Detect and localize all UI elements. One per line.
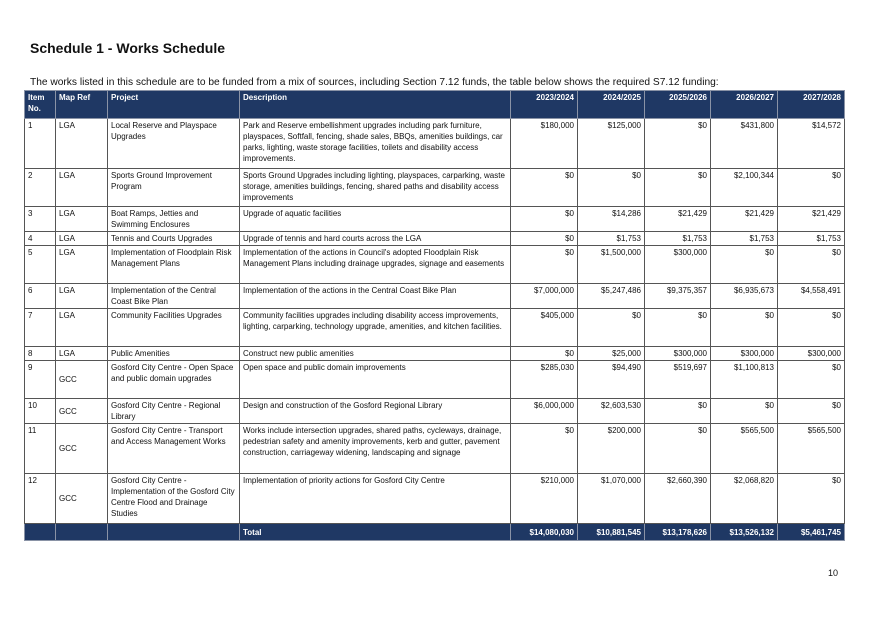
cell-item-no: 6 [25, 284, 56, 309]
cell-2027-2028: $0 [778, 169, 845, 207]
cell-2024-2025: $14,286 [578, 207, 645, 232]
cell-2027-2028: $1,753 [778, 232, 845, 246]
cell-map-ref: LGA [56, 169, 108, 207]
cell-2025-2026: $0 [645, 424, 711, 474]
total-item-cell [25, 524, 56, 541]
cell-2023-2024: $0 [511, 207, 578, 232]
cell-project: Gosford City Centre - Regional Library [108, 399, 240, 424]
cell-2026-2027: $1,100,813 [711, 361, 778, 399]
cell-description: Construct new public amenities [240, 347, 511, 361]
cell-2027-2028: $0 [778, 399, 845, 424]
total-2024-2025: $10,881,545 [578, 524, 645, 541]
cell-2026-2027: $2,100,344 [711, 169, 778, 207]
cell-description: Works include intersection upgrades, shared paths, cycleways, drainage, pedestrian safety and amenity improvements, kerb and gutter, pavement construction, carriageway widening, landscaping and signage [240, 424, 511, 474]
total-label: Total [240, 524, 511, 541]
cell-2027-2028: $300,000 [778, 347, 845, 361]
cell-map-ref: LGA [56, 119, 108, 169]
cell-description: Upgrade of aquatic facilities [240, 207, 511, 232]
cell-2027-2028: $0 [778, 309, 845, 347]
cell-2024-2025: $2,603,530 [578, 399, 645, 424]
cell-2027-2028: $0 [778, 361, 845, 399]
cell-project: Implementation of Floodplain Risk Management Plans [108, 246, 240, 284]
cell-2027-2028: $21,429 [778, 207, 845, 232]
cell-project: Gosford City Centre - Transport and Access Management Works [108, 424, 240, 474]
cell-description: Upgrade of tennis and hard courts across the LGA [240, 232, 511, 246]
cell-2027-2028: $565,500 [778, 424, 845, 474]
header-2027-2028: 2027/2028 [778, 91, 845, 119]
total-2026-2027: $13,526,132 [711, 524, 778, 541]
cell-description: Implementation of priority actions for Gosford City Centre [240, 474, 511, 524]
cell-2025-2026: $21,429 [645, 207, 711, 232]
cell-2023-2024: $7,000,000 [511, 284, 578, 309]
cell-2026-2027: $300,000 [711, 347, 778, 361]
table-row [25, 169, 845, 207]
header-2024-2025: 2024/2025 [578, 91, 645, 119]
cell-2024-2025: $1,070,000 [578, 474, 645, 524]
cell-2023-2024: $0 [511, 169, 578, 207]
cell-project: Boat Ramps, Jetties and Swimming Enclosures [108, 207, 240, 232]
cell-description: Implementation of the actions in Council's adopted Floodplain Risk Management Plans including drainage upgrades, signage and easements [240, 246, 511, 284]
cell-map-ref: LGA [56, 246, 108, 284]
cell-map-ref: GCC [56, 361, 108, 399]
cell-map-ref: GCC [56, 399, 108, 424]
cell-project: Tennis and Courts Upgrades [108, 232, 240, 246]
cell-map-ref: LGA [56, 347, 108, 361]
cell-project: Gosford City Centre - Implementation of the Gosford City Centre Flood and Drainage Studies [108, 474, 240, 524]
total-2025-2026: $13,178,626 [645, 524, 711, 541]
cell-2027-2028: $0 [778, 474, 845, 524]
cell-2026-2027: $431,800 [711, 119, 778, 169]
table-row [25, 207, 845, 232]
table-row [25, 119, 845, 169]
cell-project: Local Reserve and Playspace Upgrades [108, 119, 240, 169]
cell-2024-2025: $5,247,486 [578, 284, 645, 309]
cell-2027-2028: $4,558,491 [778, 284, 845, 309]
cell-2023-2024: $285,030 [511, 361, 578, 399]
cell-map-ref: LGA [56, 232, 108, 246]
table-row [25, 474, 845, 524]
cell-2026-2027: $1,753 [711, 232, 778, 246]
cell-project: Implementation of the Central Coast Bike Plan [108, 284, 240, 309]
cell-2025-2026: $0 [645, 169, 711, 207]
cell-2024-2025: $0 [578, 169, 645, 207]
table-row [25, 246, 845, 284]
cell-item-no: 11 [25, 424, 56, 474]
cell-2025-2026: $300,000 [645, 246, 711, 284]
cell-2027-2028: $14,572 [778, 119, 845, 169]
cell-item-no: 8 [25, 347, 56, 361]
cell-2024-2025: $200,000 [578, 424, 645, 474]
cell-description: Design and construction of the Gosford Regional Library [240, 399, 511, 424]
cell-project: Sports Ground Improvement Program [108, 169, 240, 207]
header-item-no: Item No. [25, 91, 56, 119]
header-2025-2026: 2025/2026 [645, 91, 711, 119]
cell-map-ref: LGA [56, 284, 108, 309]
cell-2023-2024: $0 [511, 246, 578, 284]
total-2023-2024: $14,080,030 [511, 524, 578, 541]
cell-item-no: 12 [25, 474, 56, 524]
cell-2025-2026: $300,000 [645, 347, 711, 361]
cell-2023-2024: $180,000 [511, 119, 578, 169]
cell-2027-2028: $0 [778, 246, 845, 284]
cell-project: Public Amenities [108, 347, 240, 361]
total-2027-2028: $5,461,745 [778, 524, 845, 541]
cell-map-ref: GCC [56, 474, 108, 524]
cell-item-no: 10 [25, 399, 56, 424]
cell-2024-2025: $1,500,000 [578, 246, 645, 284]
cell-2025-2026: $0 [645, 119, 711, 169]
table-body [25, 119, 845, 524]
cell-item-no: 9 [25, 361, 56, 399]
table-row [25, 347, 845, 361]
page-title: Schedule 1 - Works Schedule [30, 40, 226, 56]
cell-item-no: 4 [25, 232, 56, 246]
cell-2025-2026: $1,753 [645, 232, 711, 246]
cell-2023-2024: $405,000 [511, 309, 578, 347]
table-row [25, 399, 845, 424]
cell-project: Community Facilities Upgrades [108, 309, 240, 347]
cell-2024-2025: $0 [578, 309, 645, 347]
cell-2023-2024: $0 [511, 424, 578, 474]
cell-2026-2027: $0 [711, 399, 778, 424]
cell-2023-2024: $0 [511, 232, 578, 246]
works-schedule-table [24, 90, 845, 541]
cell-description: Open space and public domain improvements [240, 361, 511, 399]
table-row [25, 361, 845, 399]
cell-2023-2024: $0 [511, 347, 578, 361]
table-header-row [25, 91, 845, 119]
cell-2024-2025: $125,000 [578, 119, 645, 169]
header-description: Description [240, 91, 511, 119]
cell-2026-2027: $2,068,820 [711, 474, 778, 524]
cell-description: Implementation of the actions in the Central Coast Bike Plan [240, 284, 511, 309]
cell-2024-2025: $1,753 [578, 232, 645, 246]
header-2026-2027: 2026/2027 [711, 91, 778, 119]
cell-2026-2027: $0 [711, 246, 778, 284]
total-row [25, 524, 845, 541]
header-2023-2024: 2023/2024 [511, 91, 578, 119]
cell-2023-2024: $210,000 [511, 474, 578, 524]
table-row [25, 284, 845, 309]
cell-map-ref: LGA [56, 207, 108, 232]
cell-item-no: 3 [25, 207, 56, 232]
cell-2025-2026: $2,660,390 [645, 474, 711, 524]
total-mapref-cell [56, 524, 108, 541]
cell-item-no: 7 [25, 309, 56, 347]
cell-2023-2024: $6,000,000 [511, 399, 578, 424]
cell-2025-2026: $9,375,357 [645, 284, 711, 309]
table-row [25, 232, 845, 246]
cell-2026-2027: $565,500 [711, 424, 778, 474]
page-number: 10 [827, 568, 838, 578]
cell-project: Gosford City Centre - Open Space and public domain upgrades [108, 361, 240, 399]
cell-2026-2027: $21,429 [711, 207, 778, 232]
cell-description: Sports Ground Upgrades including lighting, playspaces, carparking, waste storage, amenities buildings, fencing, shared paths and disability access improvements [240, 169, 511, 207]
cell-2024-2025: $25,000 [578, 347, 645, 361]
cell-2025-2026: $0 [645, 399, 711, 424]
header-map-ref: Map Ref [56, 91, 108, 119]
cell-2026-2027: $0 [711, 309, 778, 347]
cell-item-no: 1 [25, 119, 56, 169]
cell-map-ref: LGA [56, 309, 108, 347]
cell-description: Community facilities upgrades including disability access improvements, lighting, carparking, technology upgrade, amenities, and kitchen facilities. [240, 309, 511, 347]
total-project-cell [108, 524, 240, 541]
table-row [25, 309, 845, 347]
table-row [25, 424, 845, 474]
cell-2026-2027: $6,935,673 [711, 284, 778, 309]
cell-description: Park and Reserve embellishment upgrades including park furniture, playspaces, Softfall, fencing, shade sales, BBQs, amenities buildings, car parks, lighting, waste storage facilities, toilets and disability access improvements. [240, 119, 511, 169]
cell-2025-2026: $0 [645, 309, 711, 347]
cell-2025-2026: $519,697 [645, 361, 711, 399]
cell-map-ref: GCC [56, 424, 108, 474]
cell-2024-2025: $94,490 [578, 361, 645, 399]
intro-paragraph: The works listed in this schedule are to be funded from a mix of sources, including Section 7.12 funds, the table below shows the required S7.12 funding: [30, 77, 719, 88]
cell-item-no: 5 [25, 246, 56, 284]
header-project: Project [108, 91, 240, 119]
cell-item-no: 2 [25, 169, 56, 207]
